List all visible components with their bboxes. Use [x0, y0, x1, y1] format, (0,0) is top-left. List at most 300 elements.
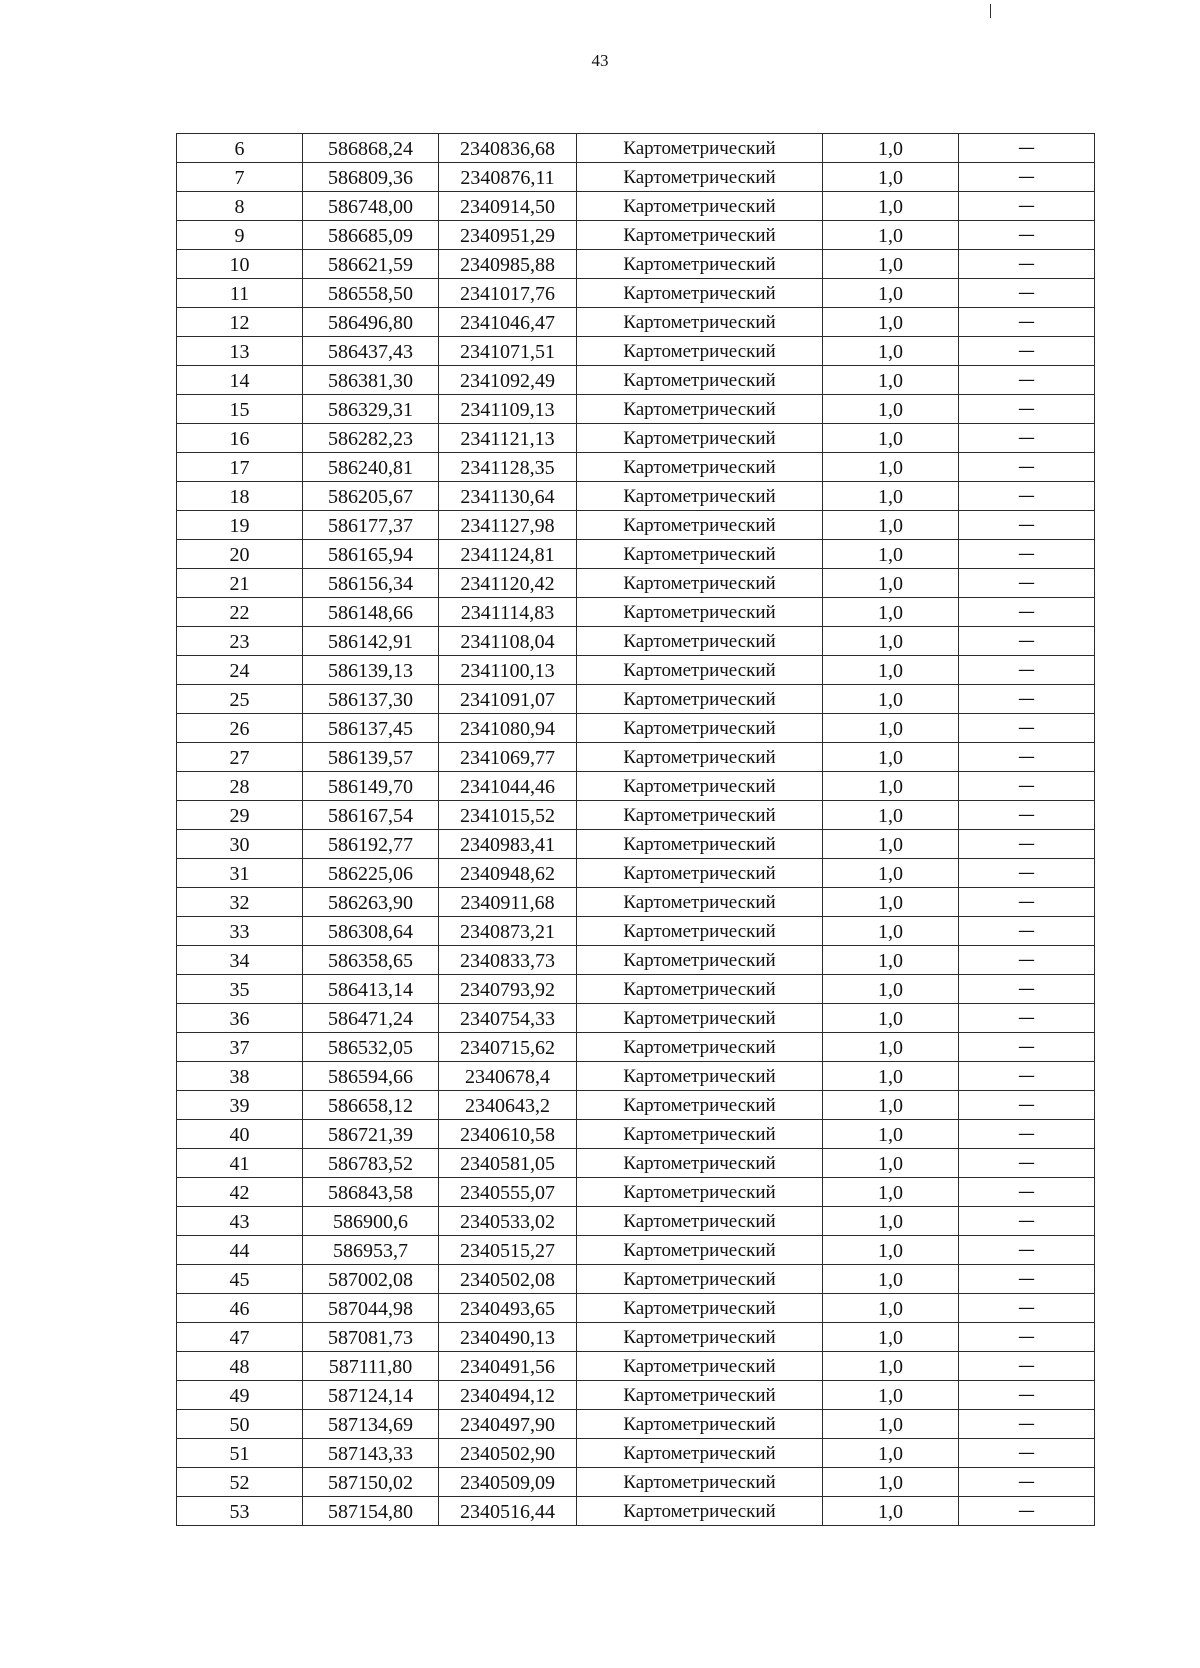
note-cell: — [959, 221, 1095, 250]
x-coordinate-cell: 586139,57 [303, 743, 439, 772]
x-coordinate-cell: 586137,30 [303, 685, 439, 714]
point-number-cell: 27 [177, 743, 303, 772]
point-number-cell: 45 [177, 1265, 303, 1294]
accuracy-cell: 1,0 [823, 250, 959, 279]
table-row [177, 163, 1095, 192]
method-cell: Картометрический [577, 1004, 823, 1033]
accuracy-cell: 1,0 [823, 1381, 959, 1410]
accuracy-cell: 1,0 [823, 830, 959, 859]
y-coordinate-cell: 2341069,77 [439, 743, 577, 772]
note-cell: — [959, 250, 1095, 279]
method-cell: Картометрический [577, 830, 823, 859]
point-number-cell: 35 [177, 975, 303, 1004]
accuracy-cell: 1,0 [823, 395, 959, 424]
x-coordinate-cell: 586148,66 [303, 598, 439, 627]
table-row [177, 888, 1095, 917]
note-cell: — [959, 888, 1095, 917]
table-row [177, 598, 1095, 627]
y-coordinate-cell: 2341130,64 [439, 482, 577, 511]
table-row [177, 1149, 1095, 1178]
accuracy-cell: 1,0 [823, 279, 959, 308]
method-cell: Картометрический [577, 482, 823, 511]
note-cell: — [959, 772, 1095, 801]
method-cell: Картометрический [577, 859, 823, 888]
x-coordinate-cell: 586381,30 [303, 366, 439, 395]
note-cell: — [959, 859, 1095, 888]
point-number-cell: 16 [177, 424, 303, 453]
point-number-cell: 15 [177, 395, 303, 424]
accuracy-cell: 1,0 [823, 134, 959, 163]
x-coordinate-cell: 587081,73 [303, 1323, 439, 1352]
accuracy-cell: 1,0 [823, 1265, 959, 1294]
method-cell: Картометрический [577, 801, 823, 830]
accuracy-cell: 1,0 [823, 192, 959, 221]
note-cell: — [959, 1352, 1095, 1381]
y-coordinate-cell: 2340494,12 [439, 1381, 577, 1410]
note-cell: — [959, 424, 1095, 453]
note-cell: — [959, 1410, 1095, 1439]
accuracy-cell: 1,0 [823, 511, 959, 540]
point-number-cell: 6 [177, 134, 303, 163]
accuracy-cell: 1,0 [823, 975, 959, 1004]
note-cell: — [959, 946, 1095, 975]
method-cell: Картометрический [577, 656, 823, 685]
note-cell: — [959, 1497, 1095, 1526]
note-cell: — [959, 1294, 1095, 1323]
accuracy-cell: 1,0 [823, 917, 959, 946]
method-cell: Картометрический [577, 1091, 823, 1120]
x-coordinate-cell: 586658,12 [303, 1091, 439, 1120]
accuracy-cell: 1,0 [823, 1207, 959, 1236]
point-number-cell: 24 [177, 656, 303, 685]
accuracy-cell: 1,0 [823, 1439, 959, 1468]
y-coordinate-cell: 2340951,29 [439, 221, 577, 250]
x-coordinate-cell: 587002,08 [303, 1265, 439, 1294]
point-number-cell: 49 [177, 1381, 303, 1410]
y-coordinate-cell: 2340836,68 [439, 134, 577, 163]
method-cell: Картометрический [577, 1207, 823, 1236]
y-coordinate-cell: 2340983,41 [439, 830, 577, 859]
method-cell: Картометрический [577, 308, 823, 337]
accuracy-cell: 1,0 [823, 1236, 959, 1265]
x-coordinate-cell: 586496,80 [303, 308, 439, 337]
table-row [177, 511, 1095, 540]
note-cell: — [959, 1236, 1095, 1265]
accuracy-cell: 1,0 [823, 1091, 959, 1120]
note-cell: — [959, 1381, 1095, 1410]
x-coordinate-cell: 586137,45 [303, 714, 439, 743]
method-cell: Картометрический [577, 743, 823, 772]
point-number-cell: 13 [177, 337, 303, 366]
point-number-cell: 44 [177, 1236, 303, 1265]
table-row [177, 221, 1095, 250]
method-cell: Картометрический [577, 337, 823, 366]
note-cell: — [959, 714, 1095, 743]
table-row [177, 279, 1095, 308]
table-row [177, 975, 1095, 1004]
y-coordinate-cell: 2340610,58 [439, 1120, 577, 1149]
table-row [177, 424, 1095, 453]
table-row [177, 569, 1095, 598]
table-row [177, 366, 1095, 395]
y-coordinate-cell: 2340533,02 [439, 1207, 577, 1236]
method-cell: Картометрический [577, 366, 823, 395]
table-row [177, 1265, 1095, 1294]
y-coordinate-cell: 2341124,81 [439, 540, 577, 569]
y-coordinate-cell: 2340581,05 [439, 1149, 577, 1178]
accuracy-cell: 1,0 [823, 888, 959, 917]
method-cell: Картометрический [577, 424, 823, 453]
note-cell: — [959, 453, 1095, 482]
note-cell: — [959, 975, 1095, 1004]
y-coordinate-cell: 2341080,94 [439, 714, 577, 743]
accuracy-cell: 1,0 [823, 1294, 959, 1323]
method-cell: Картометрический [577, 453, 823, 482]
note-cell: — [959, 1062, 1095, 1091]
y-coordinate-cell: 2340502,90 [439, 1439, 577, 1468]
accuracy-cell: 1,0 [823, 163, 959, 192]
point-number-cell: 26 [177, 714, 303, 743]
accuracy-cell: 1,0 [823, 1410, 959, 1439]
point-number-cell: 48 [177, 1352, 303, 1381]
note-cell: — [959, 1468, 1095, 1497]
coordinates-table-body [177, 134, 1095, 1526]
table-row [177, 250, 1095, 279]
x-coordinate-cell: 586783,52 [303, 1149, 439, 1178]
method-cell: Картометрический [577, 714, 823, 743]
note-cell: — [959, 685, 1095, 714]
accuracy-cell: 1,0 [823, 946, 959, 975]
y-coordinate-cell: 2340914,50 [439, 192, 577, 221]
point-number-cell: 9 [177, 221, 303, 250]
y-coordinate-cell: 2340873,21 [439, 917, 577, 946]
method-cell: Картометрический [577, 1497, 823, 1526]
x-coordinate-cell: 586263,90 [303, 888, 439, 917]
method-cell: Картометрический [577, 1236, 823, 1265]
method-cell: Картометрический [577, 1352, 823, 1381]
table-row [177, 482, 1095, 511]
method-cell: Картометрический [577, 569, 823, 598]
table-row [177, 337, 1095, 366]
y-coordinate-cell: 2340985,88 [439, 250, 577, 279]
note-cell: — [959, 540, 1095, 569]
point-number-cell: 41 [177, 1149, 303, 1178]
method-cell: Картометрический [577, 1468, 823, 1497]
accuracy-cell: 1,0 [823, 1120, 959, 1149]
x-coordinate-cell: 586177,37 [303, 511, 439, 540]
y-coordinate-cell: 2341092,49 [439, 366, 577, 395]
accuracy-cell: 1,0 [823, 656, 959, 685]
note-cell: — [959, 134, 1095, 163]
accuracy-cell: 1,0 [823, 1468, 959, 1497]
x-coordinate-cell: 586139,13 [303, 656, 439, 685]
scan-corner-mark [990, 4, 991, 18]
point-number-cell: 31 [177, 859, 303, 888]
note-cell: — [959, 656, 1095, 685]
point-number-cell: 51 [177, 1439, 303, 1468]
table-row [177, 192, 1095, 221]
x-coordinate-cell: 586721,39 [303, 1120, 439, 1149]
y-coordinate-cell: 2340493,65 [439, 1294, 577, 1323]
table-row [177, 830, 1095, 859]
table-row [177, 685, 1095, 714]
table-row [177, 1091, 1095, 1120]
method-cell: Картометрический [577, 1294, 823, 1323]
point-number-cell: 22 [177, 598, 303, 627]
table-row [177, 1468, 1095, 1497]
accuracy-cell: 1,0 [823, 424, 959, 453]
x-coordinate-cell: 586205,67 [303, 482, 439, 511]
table-row [177, 1497, 1095, 1526]
x-coordinate-cell: 586240,81 [303, 453, 439, 482]
table-row [177, 1352, 1095, 1381]
x-coordinate-cell: 586621,59 [303, 250, 439, 279]
method-cell: Картометрический [577, 1120, 823, 1149]
point-number-cell: 23 [177, 627, 303, 656]
point-number-cell: 53 [177, 1497, 303, 1526]
y-coordinate-cell: 2341127,98 [439, 511, 577, 540]
note-cell: — [959, 1439, 1095, 1468]
point-number-cell: 8 [177, 192, 303, 221]
point-number-cell: 52 [177, 1468, 303, 1497]
y-coordinate-cell: 2340555,07 [439, 1178, 577, 1207]
method-cell: Картометрический [577, 1033, 823, 1062]
y-coordinate-cell: 2340948,62 [439, 859, 577, 888]
table-row [177, 540, 1095, 569]
x-coordinate-cell: 586156,34 [303, 569, 439, 598]
x-coordinate-cell: 586149,70 [303, 772, 439, 801]
method-cell: Картометрический [577, 917, 823, 946]
note-cell: — [959, 279, 1095, 308]
y-coordinate-cell: 2340643,2 [439, 1091, 577, 1120]
note-cell: — [959, 1120, 1095, 1149]
table-row [177, 859, 1095, 888]
point-number-cell: 50 [177, 1410, 303, 1439]
note-cell: — [959, 569, 1095, 598]
point-number-cell: 43 [177, 1207, 303, 1236]
x-coordinate-cell: 587154,80 [303, 1497, 439, 1526]
x-coordinate-cell: 586358,65 [303, 946, 439, 975]
note-cell: — [959, 1004, 1095, 1033]
accuracy-cell: 1,0 [823, 1352, 959, 1381]
accuracy-cell: 1,0 [823, 743, 959, 772]
y-coordinate-cell: 2340678,4 [439, 1062, 577, 1091]
x-coordinate-cell: 586413,14 [303, 975, 439, 1004]
table-row [177, 1062, 1095, 1091]
table-row [177, 656, 1095, 685]
y-coordinate-cell: 2340754,33 [439, 1004, 577, 1033]
x-coordinate-cell: 586900,6 [303, 1207, 439, 1236]
accuracy-cell: 1,0 [823, 598, 959, 627]
note-cell: — [959, 598, 1095, 627]
x-coordinate-cell: 586843,58 [303, 1178, 439, 1207]
point-number-cell: 40 [177, 1120, 303, 1149]
y-coordinate-cell: 2341114,83 [439, 598, 577, 627]
note-cell: — [959, 395, 1095, 424]
x-coordinate-cell: 586437,43 [303, 337, 439, 366]
y-coordinate-cell: 2340490,13 [439, 1323, 577, 1352]
x-coordinate-cell: 586282,23 [303, 424, 439, 453]
y-coordinate-cell: 2340793,92 [439, 975, 577, 1004]
table-row [177, 1004, 1095, 1033]
x-coordinate-cell: 587134,69 [303, 1410, 439, 1439]
x-coordinate-cell: 587124,14 [303, 1381, 439, 1410]
note-cell: — [959, 917, 1095, 946]
table-row [177, 1120, 1095, 1149]
x-coordinate-cell: 586685,09 [303, 221, 439, 250]
accuracy-cell: 1,0 [823, 1062, 959, 1091]
note-cell: — [959, 1207, 1095, 1236]
note-cell: — [959, 1323, 1095, 1352]
method-cell: Картометрический [577, 511, 823, 540]
table-row [177, 453, 1095, 482]
accuracy-cell: 1,0 [823, 482, 959, 511]
accuracy-cell: 1,0 [823, 1497, 959, 1526]
note-cell: — [959, 627, 1095, 656]
table-row [177, 801, 1095, 830]
note-cell: — [959, 1149, 1095, 1178]
y-coordinate-cell: 2340497,90 [439, 1410, 577, 1439]
x-coordinate-cell: 586594,66 [303, 1062, 439, 1091]
accuracy-cell: 1,0 [823, 1178, 959, 1207]
y-coordinate-cell: 2341046,47 [439, 308, 577, 337]
table-row [177, 395, 1095, 424]
y-coordinate-cell: 2341015,52 [439, 801, 577, 830]
accuracy-cell: 1,0 [823, 308, 959, 337]
method-cell: Картометрический [577, 1323, 823, 1352]
table-row [177, 1439, 1095, 1468]
method-cell: Картометрический [577, 685, 823, 714]
y-coordinate-cell: 2340833,73 [439, 946, 577, 975]
table-row [177, 627, 1095, 656]
y-coordinate-cell: 2341128,35 [439, 453, 577, 482]
note-cell: — [959, 482, 1095, 511]
y-coordinate-cell: 2341017,76 [439, 279, 577, 308]
accuracy-cell: 1,0 [823, 1323, 959, 1352]
note-cell: — [959, 1265, 1095, 1294]
point-number-cell: 38 [177, 1062, 303, 1091]
accuracy-cell: 1,0 [823, 714, 959, 743]
accuracy-cell: 1,0 [823, 1149, 959, 1178]
method-cell: Картометрический [577, 395, 823, 424]
coordinates-table [176, 133, 1095, 1526]
method-cell: Картометрический [577, 772, 823, 801]
table-row [177, 308, 1095, 337]
accuracy-cell: 1,0 [823, 366, 959, 395]
table-row [177, 1207, 1095, 1236]
table-row [177, 1236, 1095, 1265]
table-row [177, 1381, 1095, 1410]
point-number-cell: 14 [177, 366, 303, 395]
method-cell: Картометрический [577, 1381, 823, 1410]
y-coordinate-cell: 2341091,07 [439, 685, 577, 714]
x-coordinate-cell: 586809,36 [303, 163, 439, 192]
method-cell: Картометрический [577, 946, 823, 975]
accuracy-cell: 1,0 [823, 1004, 959, 1033]
point-number-cell: 36 [177, 1004, 303, 1033]
point-number-cell: 19 [177, 511, 303, 540]
note-cell: — [959, 1178, 1095, 1207]
point-number-cell: 20 [177, 540, 303, 569]
method-cell: Картометрический [577, 888, 823, 917]
y-coordinate-cell: 2341109,13 [439, 395, 577, 424]
table-row [177, 917, 1095, 946]
note-cell: — [959, 801, 1095, 830]
note-cell: — [959, 192, 1095, 221]
x-coordinate-cell: 586471,24 [303, 1004, 439, 1033]
accuracy-cell: 1,0 [823, 627, 959, 656]
x-coordinate-cell: 587111,80 [303, 1352, 439, 1381]
x-coordinate-cell: 586953,7 [303, 1236, 439, 1265]
method-cell: Картометрический [577, 279, 823, 308]
table-row [177, 1323, 1095, 1352]
method-cell: Картометрический [577, 598, 823, 627]
point-number-cell: 37 [177, 1033, 303, 1062]
method-cell: Картометрический [577, 1149, 823, 1178]
x-coordinate-cell: 586558,50 [303, 279, 439, 308]
x-coordinate-cell: 587150,02 [303, 1468, 439, 1497]
y-coordinate-cell: 2340516,44 [439, 1497, 577, 1526]
point-number-cell: 25 [177, 685, 303, 714]
x-coordinate-cell: 587044,98 [303, 1294, 439, 1323]
x-coordinate-cell: 586532,05 [303, 1033, 439, 1062]
y-coordinate-cell: 2340715,62 [439, 1033, 577, 1062]
x-coordinate-cell: 586142,91 [303, 627, 439, 656]
x-coordinate-cell: 586329,31 [303, 395, 439, 424]
method-cell: Картометрический [577, 163, 823, 192]
accuracy-cell: 1,0 [823, 453, 959, 482]
y-coordinate-cell: 2340876,11 [439, 163, 577, 192]
method-cell: Картометрический [577, 134, 823, 163]
x-coordinate-cell: 586192,77 [303, 830, 439, 859]
table-row [177, 1410, 1095, 1439]
point-number-cell: 34 [177, 946, 303, 975]
method-cell: Картометрический [577, 250, 823, 279]
point-number-cell: 28 [177, 772, 303, 801]
point-number-cell: 10 [177, 250, 303, 279]
point-number-cell: 32 [177, 888, 303, 917]
x-coordinate-cell: 586167,54 [303, 801, 439, 830]
accuracy-cell: 1,0 [823, 1033, 959, 1062]
y-coordinate-cell: 2340502,08 [439, 1265, 577, 1294]
table-row [177, 1033, 1095, 1062]
point-number-cell: 12 [177, 308, 303, 337]
point-number-cell: 18 [177, 482, 303, 511]
note-cell: — [959, 1091, 1095, 1120]
y-coordinate-cell: 2341071,51 [439, 337, 577, 366]
table-row [177, 772, 1095, 801]
table-row [177, 946, 1095, 975]
method-cell: Картометрический [577, 1062, 823, 1091]
x-coordinate-cell: 586748,00 [303, 192, 439, 221]
point-number-cell: 29 [177, 801, 303, 830]
point-number-cell: 42 [177, 1178, 303, 1207]
y-coordinate-cell: 2341044,46 [439, 772, 577, 801]
accuracy-cell: 1,0 [823, 801, 959, 830]
method-cell: Картометрический [577, 627, 823, 656]
accuracy-cell: 1,0 [823, 221, 959, 250]
method-cell: Картометрический [577, 975, 823, 1004]
y-coordinate-cell: 2341108,04 [439, 627, 577, 656]
point-number-cell: 7 [177, 163, 303, 192]
y-coordinate-cell: 2341100,13 [439, 656, 577, 685]
point-number-cell: 39 [177, 1091, 303, 1120]
accuracy-cell: 1,0 [823, 569, 959, 598]
note-cell: — [959, 163, 1095, 192]
accuracy-cell: 1,0 [823, 772, 959, 801]
point-number-cell: 33 [177, 917, 303, 946]
point-number-cell: 11 [177, 279, 303, 308]
